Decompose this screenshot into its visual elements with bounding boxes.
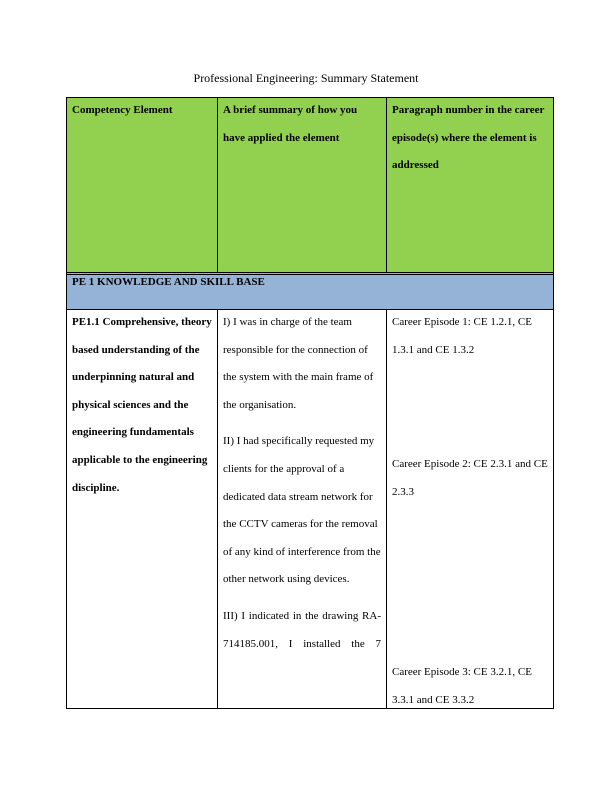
episode-item-1: Career Episode 1: CE 1.2.1, CE 1.3.1 and CE 1.3.2 <box>392 316 532 356</box>
header-paragraph-number: Paragraph number in the career episode(s) where the element is addressed <box>392 104 545 172</box>
column-divider-2-header <box>386 97 387 273</box>
column-divider-2-body <box>386 309 387 709</box>
episode-item-2: Career Episode 2: CE 2.3.1 and CE 2.3.3 <box>392 458 548 498</box>
episode-cell <box>392 309 550 706</box>
header-competency-element: Competency Element <box>72 104 173 116</box>
table-border-bottom <box>66 708 554 709</box>
row-divider-3 <box>66 309 554 310</box>
section-label: PE 1 KNOWLEDGE AND SKILL BASE <box>72 276 265 288</box>
column-divider-1-body <box>217 309 218 709</box>
table-border-right <box>553 97 554 709</box>
summary-item-3: III) I indicated in the drawing RA-714185.001, I installed the 7 <box>223 609 381 650</box>
header-summary: A brief summary of how you have applied the element <box>223 104 358 144</box>
competency-element-text: PE1.1 Comprehensive, theory based understanding of the underpinning natural and physical sciences and the engineering fundamentals applicable to the engineering discipline. <box>72 316 212 494</box>
document-title: Professional Engineering: Summary Statement <box>193 71 419 85</box>
summary-item-1: I) I was in charge of the team responsible for the connection of the system with the main frame of the organisation. <box>223 316 374 411</box>
table-border-top <box>66 97 554 98</box>
summary-cell <box>223 309 381 658</box>
row-divider-1 <box>66 272 554 273</box>
summary-item-2: II) I had specifically requested my clients for the approval of a dedicated data stream network for the CCTV cameras for the removal of any kind of interference from the other network using devices. <box>223 435 381 586</box>
table-border-left <box>66 97 67 709</box>
summary-statement-table <box>66 97 554 709</box>
episode-item-3: Career Episode 3: CE 3.2.1, CE 3.3.1 and CE 3.3.2 <box>392 666 532 706</box>
row-divider-2 <box>66 274 554 275</box>
column-divider-1-header <box>217 97 218 273</box>
